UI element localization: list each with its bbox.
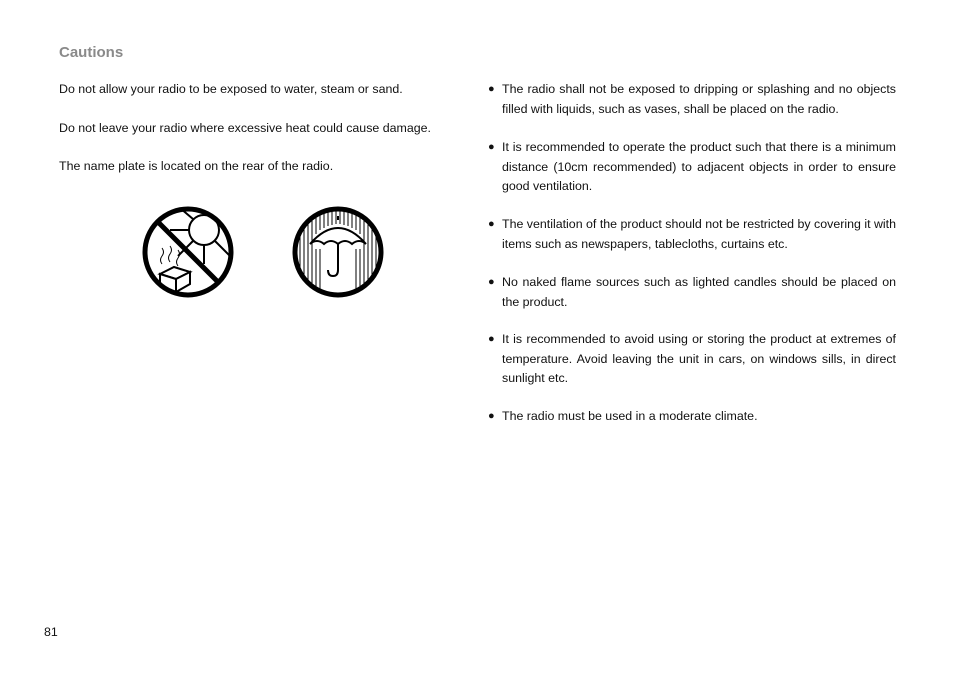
bullet-text: It is recommended to operate the product such that there is a minimum distance (10cm recommended) to adjacent objects in order to ensure good ventilation. <box>502 140 896 193</box>
bullet-item-dripping <box>488 80 896 119</box>
bullet-item-temperature <box>488 330 896 389</box>
no-heat-icon <box>140 204 236 305</box>
caution-heat-text: Do not leave your radio where excessive heat could cause damage. <box>59 121 431 135</box>
bullet-item-ventilation <box>488 215 896 254</box>
bullet-text: The radio shall not be exposed to dripping or splashing and no objects filled with liquids, such as vases, shall be placed on the radio. <box>502 82 896 116</box>
bullet-dot: ● <box>488 276 495 288</box>
bullet-dot: ● <box>488 83 495 95</box>
bullet-text: No naked flame sources such as lighted candles should be placed on the product. <box>502 275 896 309</box>
bullet-item-flame <box>488 273 896 312</box>
bullet-dot: ● <box>488 141 495 153</box>
bullet-dot: ● <box>488 333 495 345</box>
bullet-text: The ventilation of the product should not be restricted by covering it with items such as newspapers, tablecloths, curtains etc. <box>502 217 896 251</box>
bullet-dot: ● <box>488 218 495 230</box>
caution-water-text: Do not allow your radio to be exposed to water, steam or sand. <box>59 82 403 96</box>
caution-icons <box>140 204 390 300</box>
page-heading: Cautions <box>59 44 124 61</box>
bullet-item-distance <box>488 138 896 197</box>
bullet-dot: ● <box>488 410 495 422</box>
bullet-text: It is recommended to avoid using or storing the product at extremes of temperature. Avoid leaving the unit in cars, on windows sills, in direct sunlight etc. <box>502 332 896 385</box>
bullet-text: The radio must be used in a moderate climate. <box>502 409 758 423</box>
bullet-item-climate <box>488 407 896 427</box>
name-plate-text: The name plate is located on the rear of the radio. <box>59 159 334 173</box>
page-number: 81 <box>44 625 58 639</box>
umbrella-icon <box>290 204 386 305</box>
